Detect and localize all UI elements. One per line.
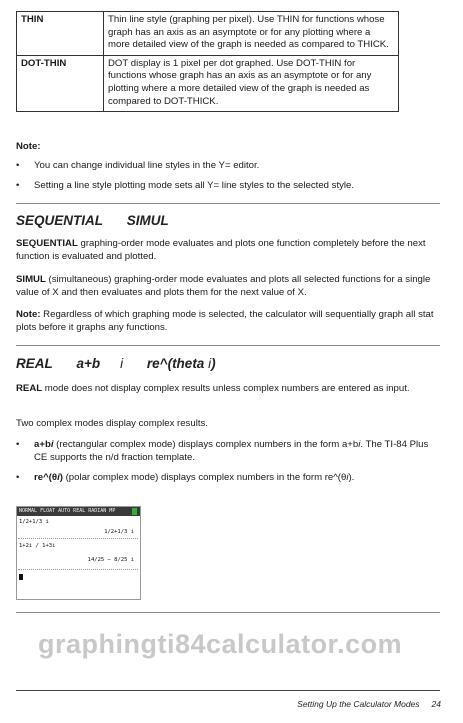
paragraph — [16, 274, 440, 299]
note-label: Note: — [16, 141, 41, 152]
heading-sequential: SEQUENTIAL — [16, 213, 104, 228]
paragraph — [16, 309, 440, 334]
page-number: 24 — [431, 699, 441, 709]
page-footer — [297, 699, 441, 709]
table-description: Thin line style (graphing per pixel). Use THIN for functions whose graph has an axis as an asymptote or for any plotting where a more detailed view of the graph is needed as compared to THICK. — [104, 12, 399, 56]
heading-real: REAL — [16, 356, 53, 371]
calc-input-line: 1+2i / 1+3i — [19, 543, 56, 549]
battery-icon — [132, 508, 137, 515]
section-divider — [16, 612, 440, 613]
table-row — [17, 55, 399, 111]
bullet-text: Setting a line style plotting mode sets all Y= line styles to the selected style. — [34, 180, 355, 191]
note-bold: Note: — [16, 309, 41, 320]
heading-rectangular: a+b i — [76, 356, 124, 371]
bullet-text: re^(θi) (polar complex mode) displays complex numbers in the form re^(θi). — [34, 472, 355, 483]
calculator-screenshot — [16, 506, 141, 600]
calc-result-line: 1/2+1/3 i — [104, 529, 134, 535]
paragraph-text: mode does not display complex results unless complex numbers are entered as input. — [42, 383, 410, 394]
status-text: NORMAL FLOAT AUTO REAL RADIAN MP — [19, 508, 116, 514]
calculator-status-bar — [17, 507, 140, 516]
paragraph — [16, 383, 440, 396]
heading-polar: re^(theta i) — [146, 356, 216, 371]
section-heading-real — [16, 356, 236, 371]
calc-separator — [18, 569, 138, 570]
paragraph-text: Regardless of which graphing mode is selected, the calculator will sequentially graph all stat plots before it graphs any functions. — [16, 309, 434, 333]
paragraph: Two complex modes display complex results. — [16, 418, 208, 429]
calc-separator — [18, 538, 138, 539]
bullet-icon: • — [16, 180, 20, 191]
table-description: DOT display is 1 pixel per dot graphed. Use DOT-THIN for functions whose graph has an axis as an asymptote or for any plotting where a more detailed view of the graph is needed as compared to DOT-THICK. — [104, 55, 399, 111]
footer-divider — [16, 690, 440, 691]
paragraph-text: (simultaneous) graphing-order mode evaluates and plots all selected functions for a single value of X and then evaluates and plots them for the next value of X. — [16, 274, 431, 298]
heading-simul: SIMUL — [126, 213, 169, 228]
paragraph — [16, 238, 440, 263]
line-style-table — [16, 11, 399, 112]
section-heading-sequential — [16, 213, 189, 228]
bullet-text: You can change individual line styles in the Y= editor. — [34, 160, 260, 171]
term-bold: SEQUENTIAL — [16, 238, 78, 249]
bullet-icon: • — [16, 160, 20, 171]
bullet-icon: • — [16, 439, 20, 450]
section-divider — [16, 345, 440, 346]
footer-title: Setting Up the Calculator Modes — [297, 699, 420, 709]
table-row — [17, 12, 399, 56]
cursor-icon — [19, 574, 23, 580]
table-term: DOT-THIN — [17, 55, 104, 111]
term-bold: SIMUL — [16, 274, 46, 285]
table-term: THIN — [17, 12, 104, 56]
term-bold: REAL — [16, 383, 43, 394]
section-divider — [16, 203, 440, 204]
calc-result-line: 14/25 − 8/25 i — [87, 557, 134, 563]
calc-input-line: 1/2+1/3 i — [19, 519, 49, 525]
paragraph-text: graphing-order mode evaluates and plots one function completely before the next function is evaluated and plotted. — [16, 238, 426, 262]
watermark: graphingti84calculator.com — [38, 629, 403, 659]
bullet-icon: • — [16, 472, 20, 483]
bullet-text: a+bi (rectangular complex mode) displays complex numbers in the form a+bi. The TI-84 Plus CE supports the n/d fraction template. — [34, 439, 429, 463]
